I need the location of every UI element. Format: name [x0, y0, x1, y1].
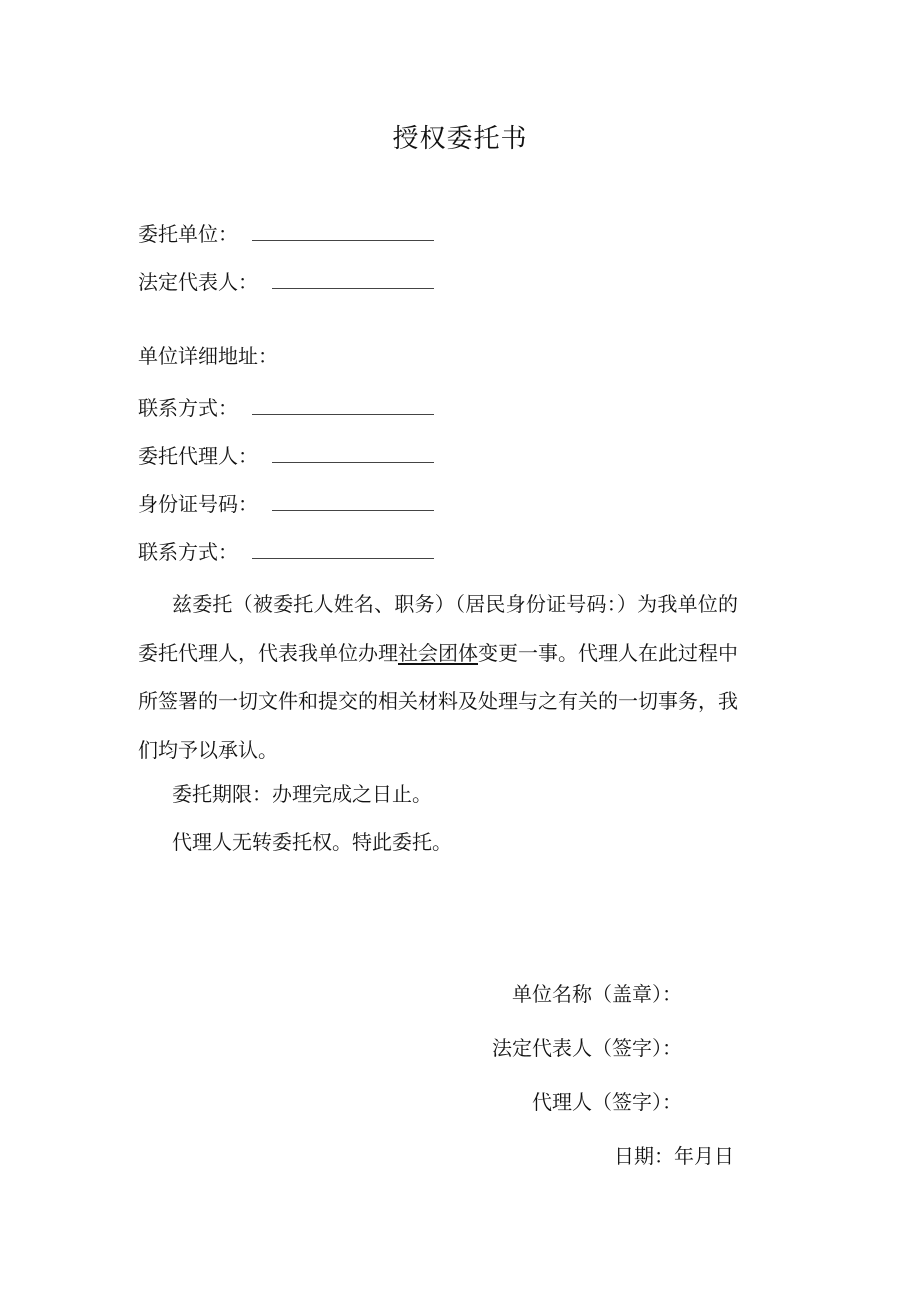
- contact-blank-1[interactable]: [252, 394, 434, 415]
- contact-field-1: [138, 394, 434, 422]
- term-line: 委托期限：办理完成之日止。: [172, 782, 432, 806]
- entrusting-unit-field: [138, 220, 434, 248]
- date-line: 日期：年月日: [614, 1144, 734, 1168]
- no-transfer-line: 代理人无转委托权。特此委托。: [172, 830, 452, 854]
- document-title: 授权委托书: [392, 124, 528, 154]
- id-number-field: [138, 490, 434, 518]
- entrusting-unit-label: 委托单位：: [138, 222, 238, 246]
- contact-label-2: 联系方式：: [138, 540, 238, 564]
- agent-signature-line: 代理人（签字）：: [532, 1090, 682, 1114]
- legal-rep-blank[interactable]: [272, 268, 434, 289]
- unit-name-seal-line: 单位名称（盖章）：: [512, 982, 682, 1006]
- address-field: [138, 342, 278, 370]
- contact-label-1: 联系方式：: [138, 396, 238, 420]
- id-number-label: 身份证号码：: [138, 492, 258, 516]
- entrusting-unit-blank[interactable]: [252, 220, 434, 241]
- underlined-matter: 社会团体: [398, 640, 478, 665]
- agent-blank[interactable]: [272, 442, 434, 463]
- legal-rep-label: 法定代表人：: [138, 270, 258, 294]
- authorization-paragraph: [138, 580, 738, 774]
- body-text-part1: 兹委托（被委托人姓名、职务）（居民身份证号码：）为我单位的委托代理人，代表我单位办理: [138, 592, 738, 665]
- legal-rep-field: [138, 268, 434, 296]
- agent-field: [138, 442, 434, 470]
- id-number-blank[interactable]: [272, 490, 434, 511]
- contact-blank-2[interactable]: [252, 538, 434, 559]
- legal-rep-signature-line: 法定代表人（签字）：: [492, 1036, 682, 1060]
- contact-field-2: [138, 538, 434, 566]
- address-label: 单位详细地址：: [138, 344, 278, 368]
- body-text-part2: 变更一事。代理人在此过程中所签署的一切文件和提交的相关材料及处理与之有关的一切事务，我们均予以承认。: [138, 640, 738, 762]
- agent-label: 委托代理人：: [138, 444, 258, 468]
